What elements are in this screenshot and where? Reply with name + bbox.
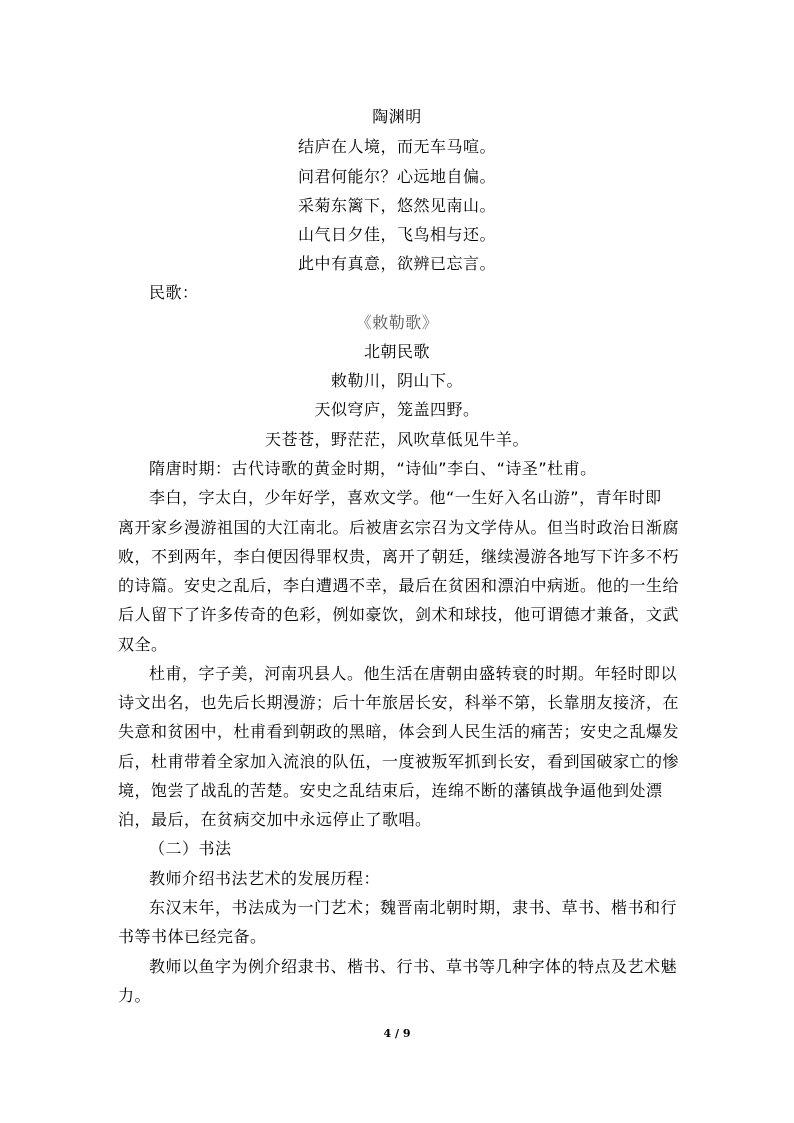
paragraph-line: 失意和贫困中，杜甫看到朝政的黑暗，体会到人民生活的痛苦；安史之乱爆发 — [118, 722, 680, 741]
poem-line: 天似穹庐，笼盖四野。 — [314, 400, 480, 419]
paragraph-line: 离开家乡漫游祖国的大江南北。后被唐玄宗召为文学侍从。但当时政治日渐腐 — [118, 518, 680, 537]
poem-line: 山气日夕佳，飞鸟相与还。 — [297, 225, 496, 244]
poem-title: 《敕勒歌》 — [355, 313, 439, 332]
poem-line: 此中有真意，欲辨已忘言。 — [297, 254, 496, 273]
paragraph-line: 李白，字太白，少年好学，喜欢文学。他“一生好入名山游”，青年时即 — [149, 488, 662, 507]
poem-line: 天苍苍，野茫茫，风吹草低见牛羊。 — [264, 430, 529, 449]
poem-line: 敕勒川，阴山下。 — [330, 371, 463, 390]
paragraph-line: 书等书体已经完备。 — [118, 927, 267, 946]
poem-line: 采菊东篱下，悠然见南山。 — [297, 196, 496, 215]
paragraph-line: 的诗篇。安史之乱后，李白遭遇不幸，最后在贫困和漂泊中病逝。他的一生给 — [118, 576, 680, 595]
paragraph-line: 后，杜甫带着全家加入流浪的队伍，一度被叛军抓到长安，看到国破家亡的惨 — [118, 752, 680, 771]
paragraph-line: 东汉末年，书法成为一门艺术；魏晋南北朝时期，隶书、草书、楷书和行 — [149, 898, 678, 917]
paragraph-line: 教师介绍书法艺术的发展历程： — [149, 869, 381, 888]
section-heading: （二）书法 — [149, 839, 232, 858]
paragraph-line: 败，不到两年，李白便因得罪权贵，离开了朝廷，继续漫游各地写下许多不朽 — [118, 547, 680, 566]
paragraph-line: 杜甫，字子美，河南巩县人。他生活在唐朝由盛转衰的时期。年轻时即以 — [149, 664, 678, 683]
paragraph-line: 后人留下了许多传奇的色彩，例如豪饮，剑术和球技，他可谓德才兼备，文武 — [118, 605, 680, 624]
paragraph-line: 诗文出名，也先后长期漫游；后十年旅居长安，科举不第，长靠朋友接济，在 — [118, 693, 680, 712]
paragraph-sui-tang: 隋唐时期：古代诗歌的黄金时期，“诗仙”李白、“诗圣”杜甫。 — [149, 459, 597, 478]
paragraph-line: 泊，最后，在贫病交加中永远停止了歌唱。 — [118, 810, 432, 829]
paragraph-line: 力。 — [118, 986, 152, 1005]
poem-author: 陶渊明 — [372, 107, 422, 126]
poem-line: 结庐在人境，而无车马喧。 — [297, 137, 496, 156]
paragraph-line: 教师以鱼字为例介绍隶书、楷书、行书、草书等几种字体的特点及艺术魅 — [149, 957, 678, 976]
page-number: 4 / 9 — [383, 1027, 411, 1040]
poem-author: 北朝民歌 — [363, 342, 430, 361]
section-label: 民歌： — [149, 283, 199, 302]
poem-line: 问君何能尔？心远地自偏。 — [297, 167, 496, 186]
paragraph-line: 双全。 — [118, 635, 168, 654]
paragraph-line: 境，饱尝了战乱的苦楚。安史之乱结束后，连绵不断的藩镇战争逼他到处漂 — [118, 781, 663, 800]
